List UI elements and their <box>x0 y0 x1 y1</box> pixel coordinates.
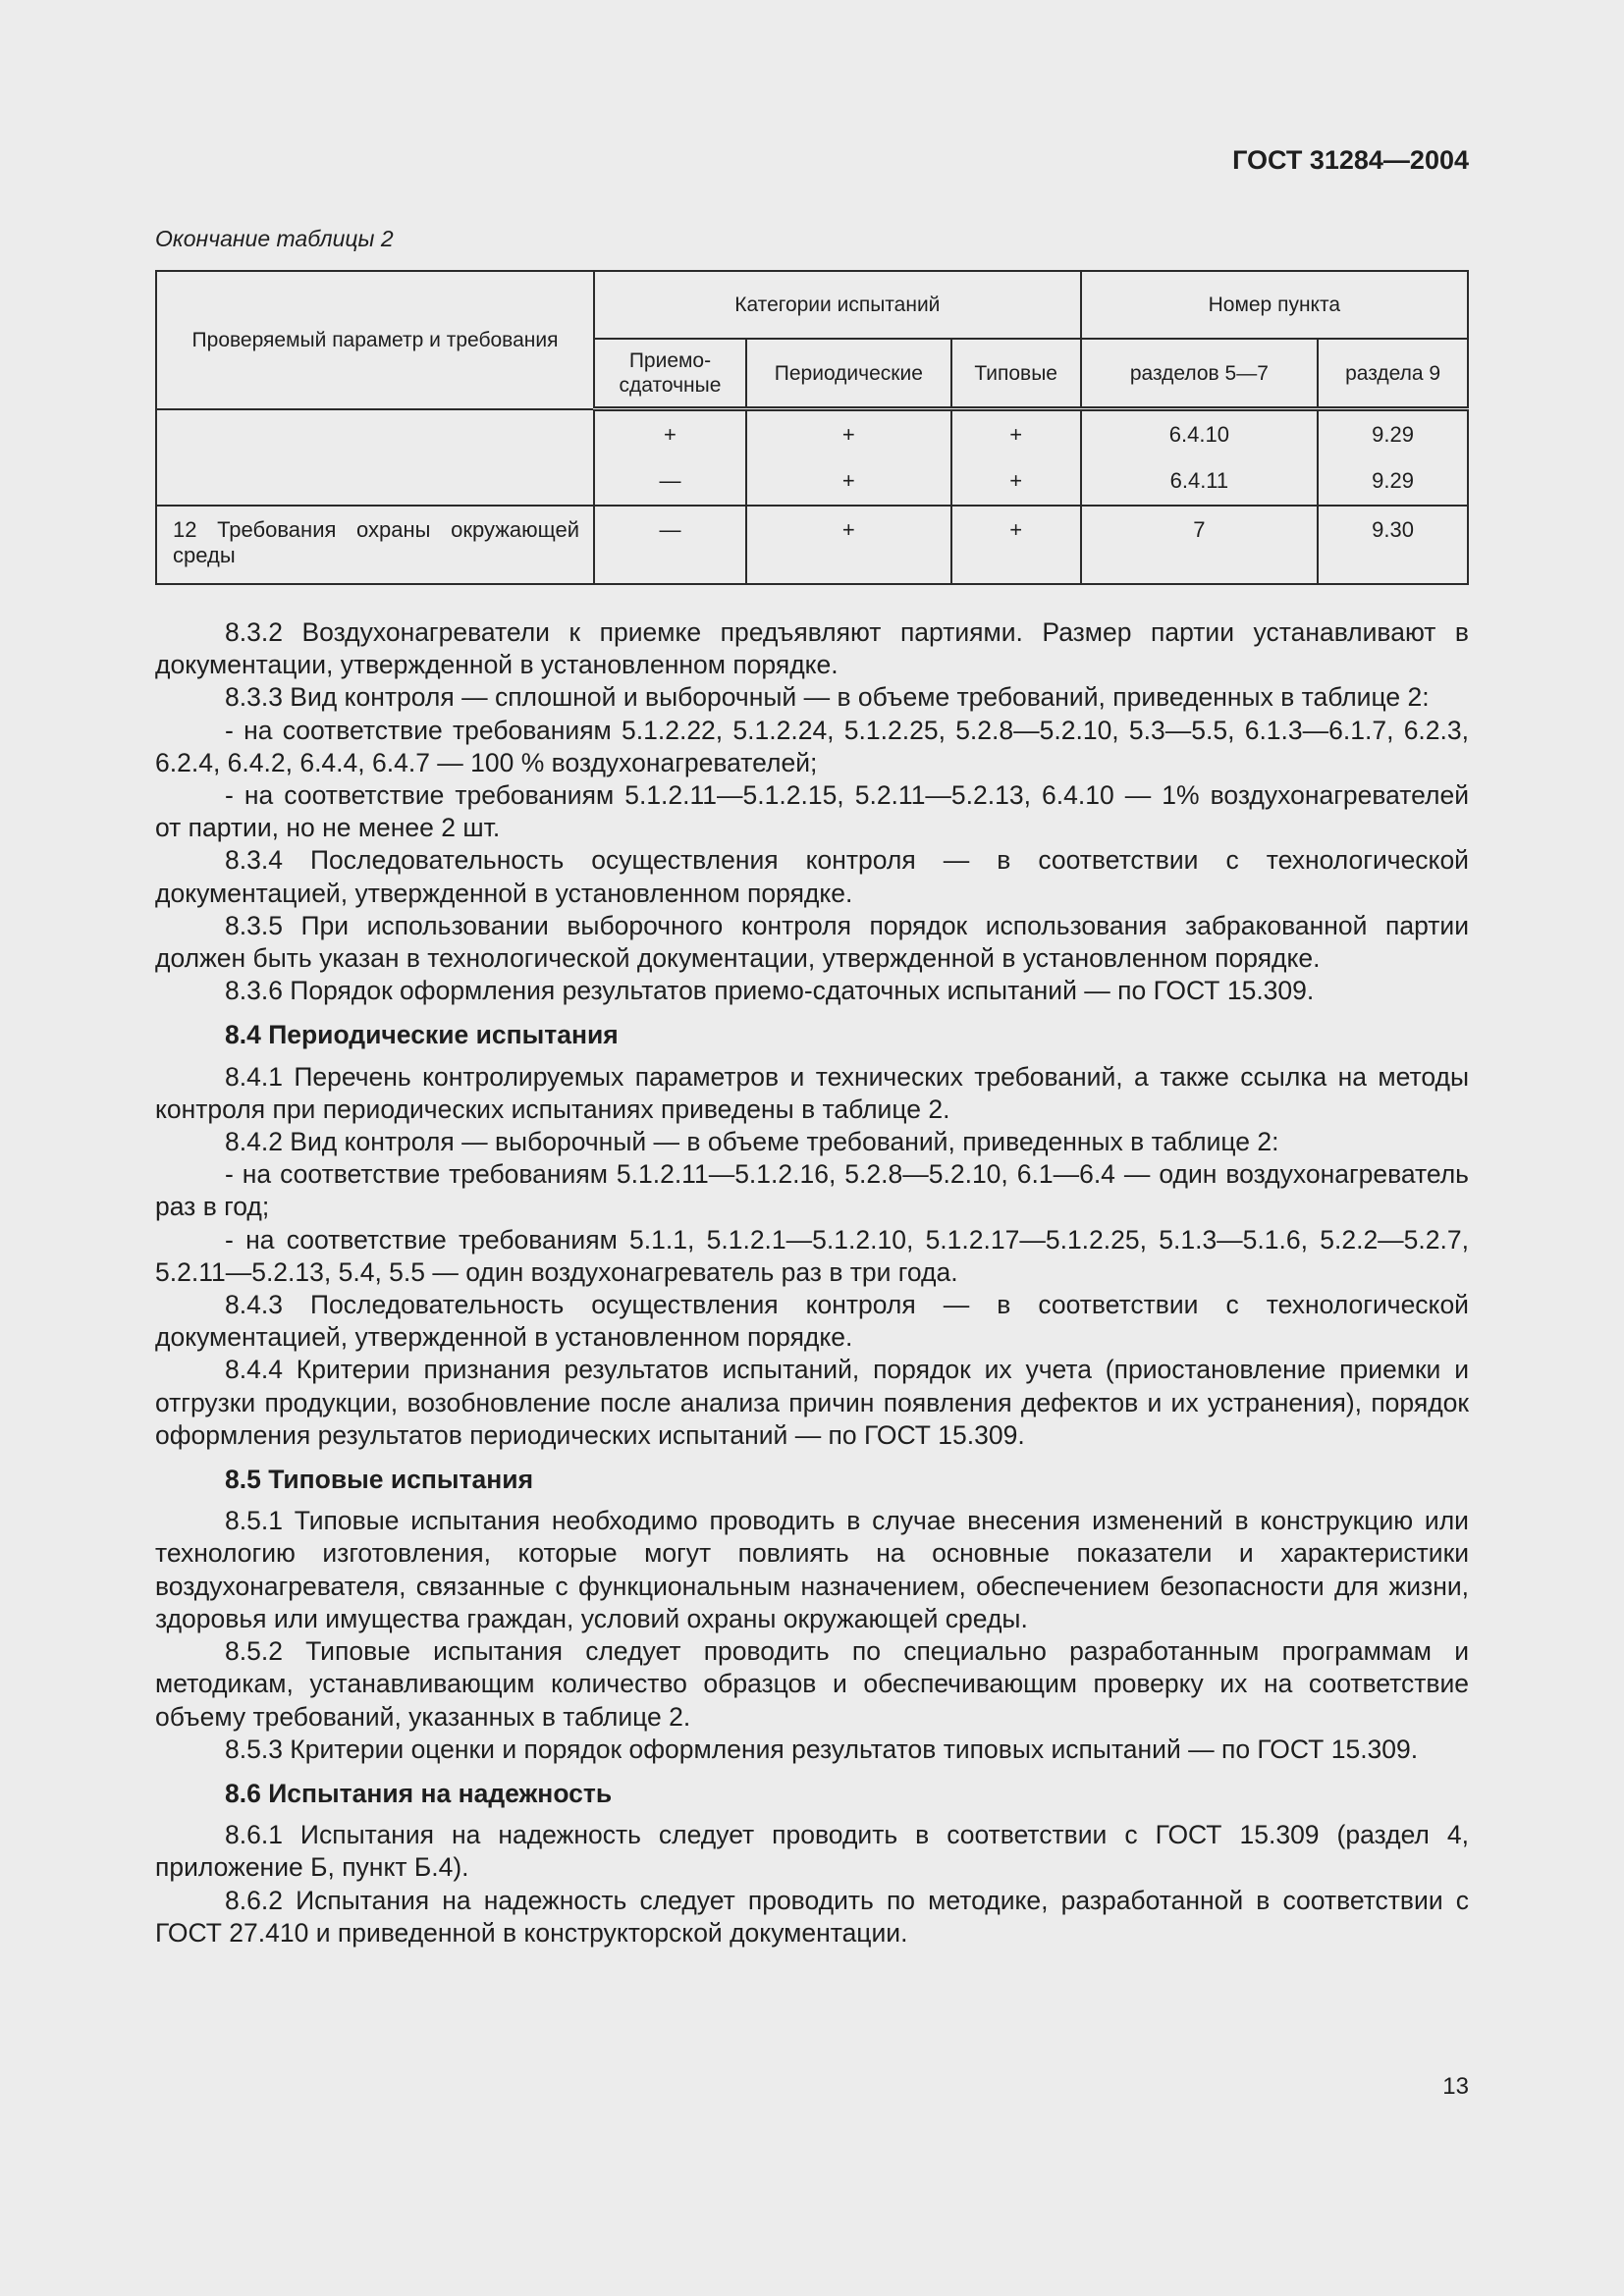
header-categories: Категории испытаний <box>594 271 1081 339</box>
paragraph-8-3-5: 8.3.5 При использовании выборочного контроля порядок использования забракованной партии должен быть указан в технологической документации, утвержденной в установленном порядке. <box>155 910 1469 974</box>
paragraph-8-5-1: 8.5.1 Типовые испытания необходимо проводить в случае внесения изменений в конструкцию или технологию изготовления, которые могут повлиять на основные показатели и характеристики воздухонагревателя, связанные с функциональным назначением, обеспечением безопасности для жизни, здоровья или имущества граждан, условий охраны окружающей среды. <box>155 1506 1469 1633</box>
cell-acceptance: — <box>594 457 746 506</box>
paragraph-8-5-2: 8.5.2 Типовые испытания следует проводить по специально разработанным программам и методикам, устанавливающим количество образцов и обеспечивающим проверку их на соответствие объему требований, указанных в таблице 2. <box>155 1636 1469 1732</box>
section-heading-8-5: 8.5 Типовые испытания <box>225 1465 534 1495</box>
page-header-doc-id: ГОСТ 31284—2004 <box>1232 145 1469 175</box>
cell-periodic: + <box>746 457 951 506</box>
page-number: 13 <box>1442 2073 1469 2100</box>
table-row <box>156 506 1468 584</box>
paragraph-8-3-4: 8.3.4 Последовательность осуществления контроля — в соответствии с технологической документацией, утвержденной в установленном порядке. <box>155 845 1469 908</box>
paragraph-8-4-2: 8.4.2 Вид контроля — выборочный — в объеме требований, приведенных в таблице 2: <box>225 1127 1279 1157</box>
cell-acceptance: + <box>594 409 746 457</box>
paragraph-8-3-6: 8.3.6 Порядок оформления результатов приемо-сдаточных испытаний — по ГОСТ 15.309. <box>225 976 1315 1006</box>
cell-sections-5-7: 6.4.11 <box>1081 457 1319 506</box>
header-param: Проверяемый параметр и требования <box>156 271 594 409</box>
requirements-table <box>155 270 1469 585</box>
cell-section-9: 9.29 <box>1318 457 1468 506</box>
cell-periodic: + <box>746 506 951 584</box>
document-body <box>155 616 1469 1949</box>
paragraph-8-3-3-item-a: - на соответствие требованиям 5.1.2.22, 5.1.2.24, 5.1.2.25, 5.2.8—5.2.10, 5.3—5.5, 6.1.3—6.1.7, 6.2.3, 6.2.4, 6.4.2, 6.4.4, 6.4.7 — 100 % воздухонагревателей; <box>155 715 1469 777</box>
header-periodic: Периодические <box>746 339 951 409</box>
cell-periodic: + <box>746 409 951 457</box>
paragraph-8-4-3: 8.4.3 Последовательность осуществления контроля — в соответствии с технологической документацией, утвержденной в установленном порядке. <box>155 1290 1469 1353</box>
paragraph-8-6-1: 8.6.1 Испытания на надежность следует проводить в соответствии с ГОСТ 15.309 (раздел 4, приложение Б, пункт Б.4). <box>155 1820 1469 1883</box>
paragraph-8-4-2-item-a: - на соответствие требованиям 5.1.2.11—5.1.2.16, 5.2.8—5.2.10, 6.1—6.4 — один воздухонагреватель раз в год; <box>155 1159 1469 1222</box>
header-sections-5-7: разделов 5—7 <box>1081 339 1319 409</box>
cell-acceptance: — <box>594 506 746 584</box>
paragraph-8-5-3: 8.5.3 Критерии оценки и порядок оформления результатов типовых испытаний — по ГОСТ 15.309. <box>225 1734 1419 1764</box>
paragraph-8-4-4: 8.4.4 Критерии признания результатов испытаний, порядок их учета (приостановление приемки и отгрузки продукции, возобновление после анализа причин появления дефектов и их устранения), порядок оформления результатов периодических испытаний — по ГОСТ 15.309. <box>155 1355 1469 1450</box>
cell-type-tests: + <box>951 457 1081 506</box>
header-clause-number: Номер пункта <box>1081 271 1468 339</box>
cell-sections-5-7: 6.4.10 <box>1081 409 1319 457</box>
cell-param: 12 Требования охраны окружающей среды <box>156 506 594 584</box>
cell-type-tests: + <box>951 409 1081 457</box>
cell-param <box>156 457 594 506</box>
paragraph-8-3-3: 8.3.3 Вид контроля — сплошной и выборочный — в объеме требований, приведенных в таблице 2: <box>225 682 1430 713</box>
cell-param <box>156 409 594 457</box>
cell-sections-5-7: 7 <box>1081 506 1319 584</box>
paragraph-8-3-3-item-b: - на соответствие требованиям 5.1.2.11—5.1.2.15, 5.2.11—5.2.13, 6.4.10 — 1% воздухонагревателей от партии, но не менее 2 шт. <box>155 780 1469 843</box>
section-heading-8-4: 8.4 Периодические испытания <box>225 1020 619 1050</box>
paragraph-8-4-1: 8.4.1 Перечень контролируемых параметров и технических требований, а также ссылка на методы контроля при периодических испытаниях приведены в таблице 2. <box>155 1061 1469 1124</box>
paragraph-8-4-2-item-b: - на соответствие требованиям 5.1.1, 5.1.2.1—5.1.2.10, 5.1.2.17—5.1.2.25, 5.1.3—5.1.6, 5.2.2—5.2.7, 5.2.11—5.2.13, 5.4, 5.5 — один воздухонагреватель раз в три года. <box>155 1224 1469 1287</box>
header-acceptance: Приемо-сдаточные <box>594 339 746 409</box>
header-type-tests: Типовые <box>951 339 1081 409</box>
cell-section-9: 9.29 <box>1318 409 1468 457</box>
header-section-9: раздела 9 <box>1318 339 1468 409</box>
paragraph-8-6-2: 8.6.2 Испытания на надежность следует проводить по методике, разработанной в соответствии с ГОСТ 27.410 и приведенной в конструкторской документации. <box>155 1885 1469 1948</box>
cell-type-tests: + <box>951 506 1081 584</box>
table-row <box>156 457 1468 506</box>
paragraph-8-3-2: 8.3.2 Воздухонагреватели к приемке предъявляют партиями. Размер партии устанавливают в документации, утвержденной в установленном порядке. <box>155 617 1469 680</box>
section-heading-8-6: 8.6 Испытания на надежность <box>225 1778 613 1808</box>
table-caption: Окончание таблицы 2 <box>155 226 394 251</box>
table-row <box>156 409 1468 457</box>
cell-section-9: 9.30 <box>1318 506 1468 584</box>
